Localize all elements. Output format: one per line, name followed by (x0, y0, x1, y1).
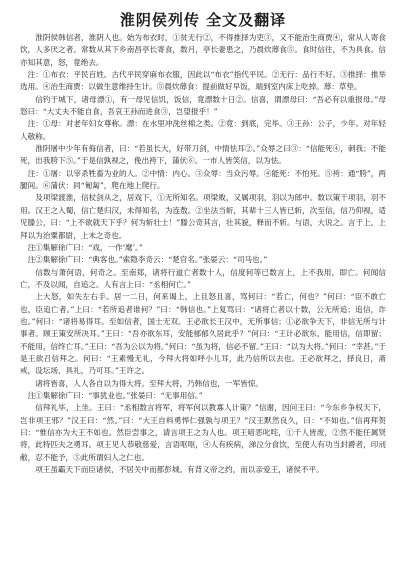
document-title: 淮阴侯列传 全文及翻译 (119, 11, 287, 29)
paragraph-xiang-liang: 及项梁渡淮，信杖剑从之，居戏下，①无所知名。项梁败，又属项羽，羽以为郎中。数以策干项羽，羽不用。汉王之入蜀，信亡楚归汉，未得知名，为连敖。②坐法当斩，其辈十三人皆已斩，次至信，信乃仰视，适见滕公，曰：“上不欲就天下乎？何为斩壮士！”滕公奇其言，壮其貌，释而不斩。与语，大说之。言于上，上拜以为治粟都尉，上未之奇也。 (20, 193, 386, 240)
paragraph-note-3: 注：①屠：以宰杀牲畜为业的人。②中情：内心。③众辱：当众污辱。④能死：不怕死。⑤袴：通“胯”，两腿间。⑥蒲伏：同“匍匐”，爬在地上爬行。 (20, 168, 386, 191)
paragraph-strategy: 信拜礼毕，上坐。王曰：“丞相数言将军，将军何以教寡人计策？”信谢，因问王曰：“今东乡争权天下，岂非项王邪？”汉王曰：“然。”曰：“大王自料勇悍仁强孰与项王？”汉王默然良久，曰：“不如也。”信再拜贺曰：“惟信亦为大王不如也。然臣尝事之，请言项王之为人也。项王喑恶叱咤，①千人皆废，②然不能任属贤将，此特匹夫之勇耳。项王见人恭敬慈爱，言语呕呕，④人有疾病，涕泣分食饮，至使人有功当封爵者，印刓敝，忍不能予，⑤此所谓妇人之仁也。 (20, 403, 386, 462)
paragraph-intro: 淮阴侯韩信者，淮阴人也。始为布衣时，①贫无行②，不得推择为吏③，又不能治生商贾④，常从人寄食饮，人多厌之者。常数从其下乡南昌亭长寄食，数月，亭长妻患之，乃晨炊蓐食⑤。食时信往，不为具食。信亦知其意，怒，竟绝去。 (20, 33, 386, 67)
paragraph-washerwoman: 信钓于城下，诸母漂①，有一母见信饥，饭信，竟漂数十日②。信喜，谓漂母曰：“吾必有以重报母。”母怒曰：“大丈夫不能自食，吾哀王孙而进食③，岂望报乎！” (20, 94, 386, 117)
paragraph-pursuit: 上大怒，如失左右手。居一二日，何来谒上，上且怒且喜，骂何曰：“若亡，何也？”何曰：“臣不敢亡也，臣追亡者。”上曰：“若所追者谁何？”曰：“韩信也。”上复骂曰：“诸将亡者以十数，公无所追；追信，诈也。”何曰：“诸将易得耳。至如信者，国士无双。王必欲长王汉中，无所事信；①必欲争天下，非信无所与计事者。顾王策安所决耳。”王曰：“吾亦欲东耳，安能郁郁久居此乎？”何曰：“王计必欲东，能用信，信即留；不能用，信终亡耳。”王曰：“吾为公以为将。”何曰：“虽为将，信必不留。”王曰：“以为大将。”何曰：“幸甚。”于是王欲召信拜之。何曰：“王素慢无礼，今拜大将如呼小儿耳，此乃信所以去也。王必欲拜之，择良日，斋戒，设坛场，具礼，乃可耳。”王许之。 (20, 292, 386, 376)
paragraph-note-5: 注②集解徐广曰：“典客也。”索隐李奇云：“楚官名。”张晏云：“司马也。” (27, 255, 268, 265)
paragraph-humiliation: 淮阴屠中少年有侮信者，曰：“若虽长大，好带刀剑，中情怯耳②。”众辱之曰③：“信能死④，刺我；不能死，出我胯下⑤。”于是信孰视之，俛出袴下，蒲伏⑥。一市人皆笑信，以为怯。 (20, 144, 386, 166)
paragraph-note-1: 注：①布衣：平民百姓。古代平民穿麻布衣服，因此以“布衣”指代平民。②无行：品行不好。③推择：推举选用。④治生商贾：以做生意维持生计。⑤晨炊蓐食：提前做好早饭，端到室内床上吃掉。蓐：草垫。 (20, 70, 386, 92)
paragraph-appointment: 诸将皆喜，人人各自以为得大将。至拜大将，乃韩信也，一军皆惊。 (35, 378, 263, 388)
paragraph-xiao-he: 信数与萧何语，何奇之。至南郑，诸将行道亡者数十人，信度何等已数言上，上不我用，即亡。何闻信亡，不及以闻，自追之。人有言上曰：“丞相何亡。” (20, 267, 386, 289)
paragraph-hegemon: 项王虽霸天下而臣诸侯，不居关中而都彭城。有背义帝之约，而以亲爱王，诸侯不平。 (35, 465, 324, 475)
paragraph-note-6: 注①集解徐广曰：“事犹业也。”张晏曰：“无事用信。” (27, 390, 203, 400)
paragraph-note-4: 注①集解徐广曰：“戏，一作‘麾’。” (27, 242, 143, 252)
paragraph-note-2: 注：①母：对老年妇女尊称。漂：在水里冲洗丝棉之类。②竟：到底，完毕。③王孙：公子，少年。对年轻人敬称。 (20, 119, 386, 141)
document-body (20, 32, 386, 476)
